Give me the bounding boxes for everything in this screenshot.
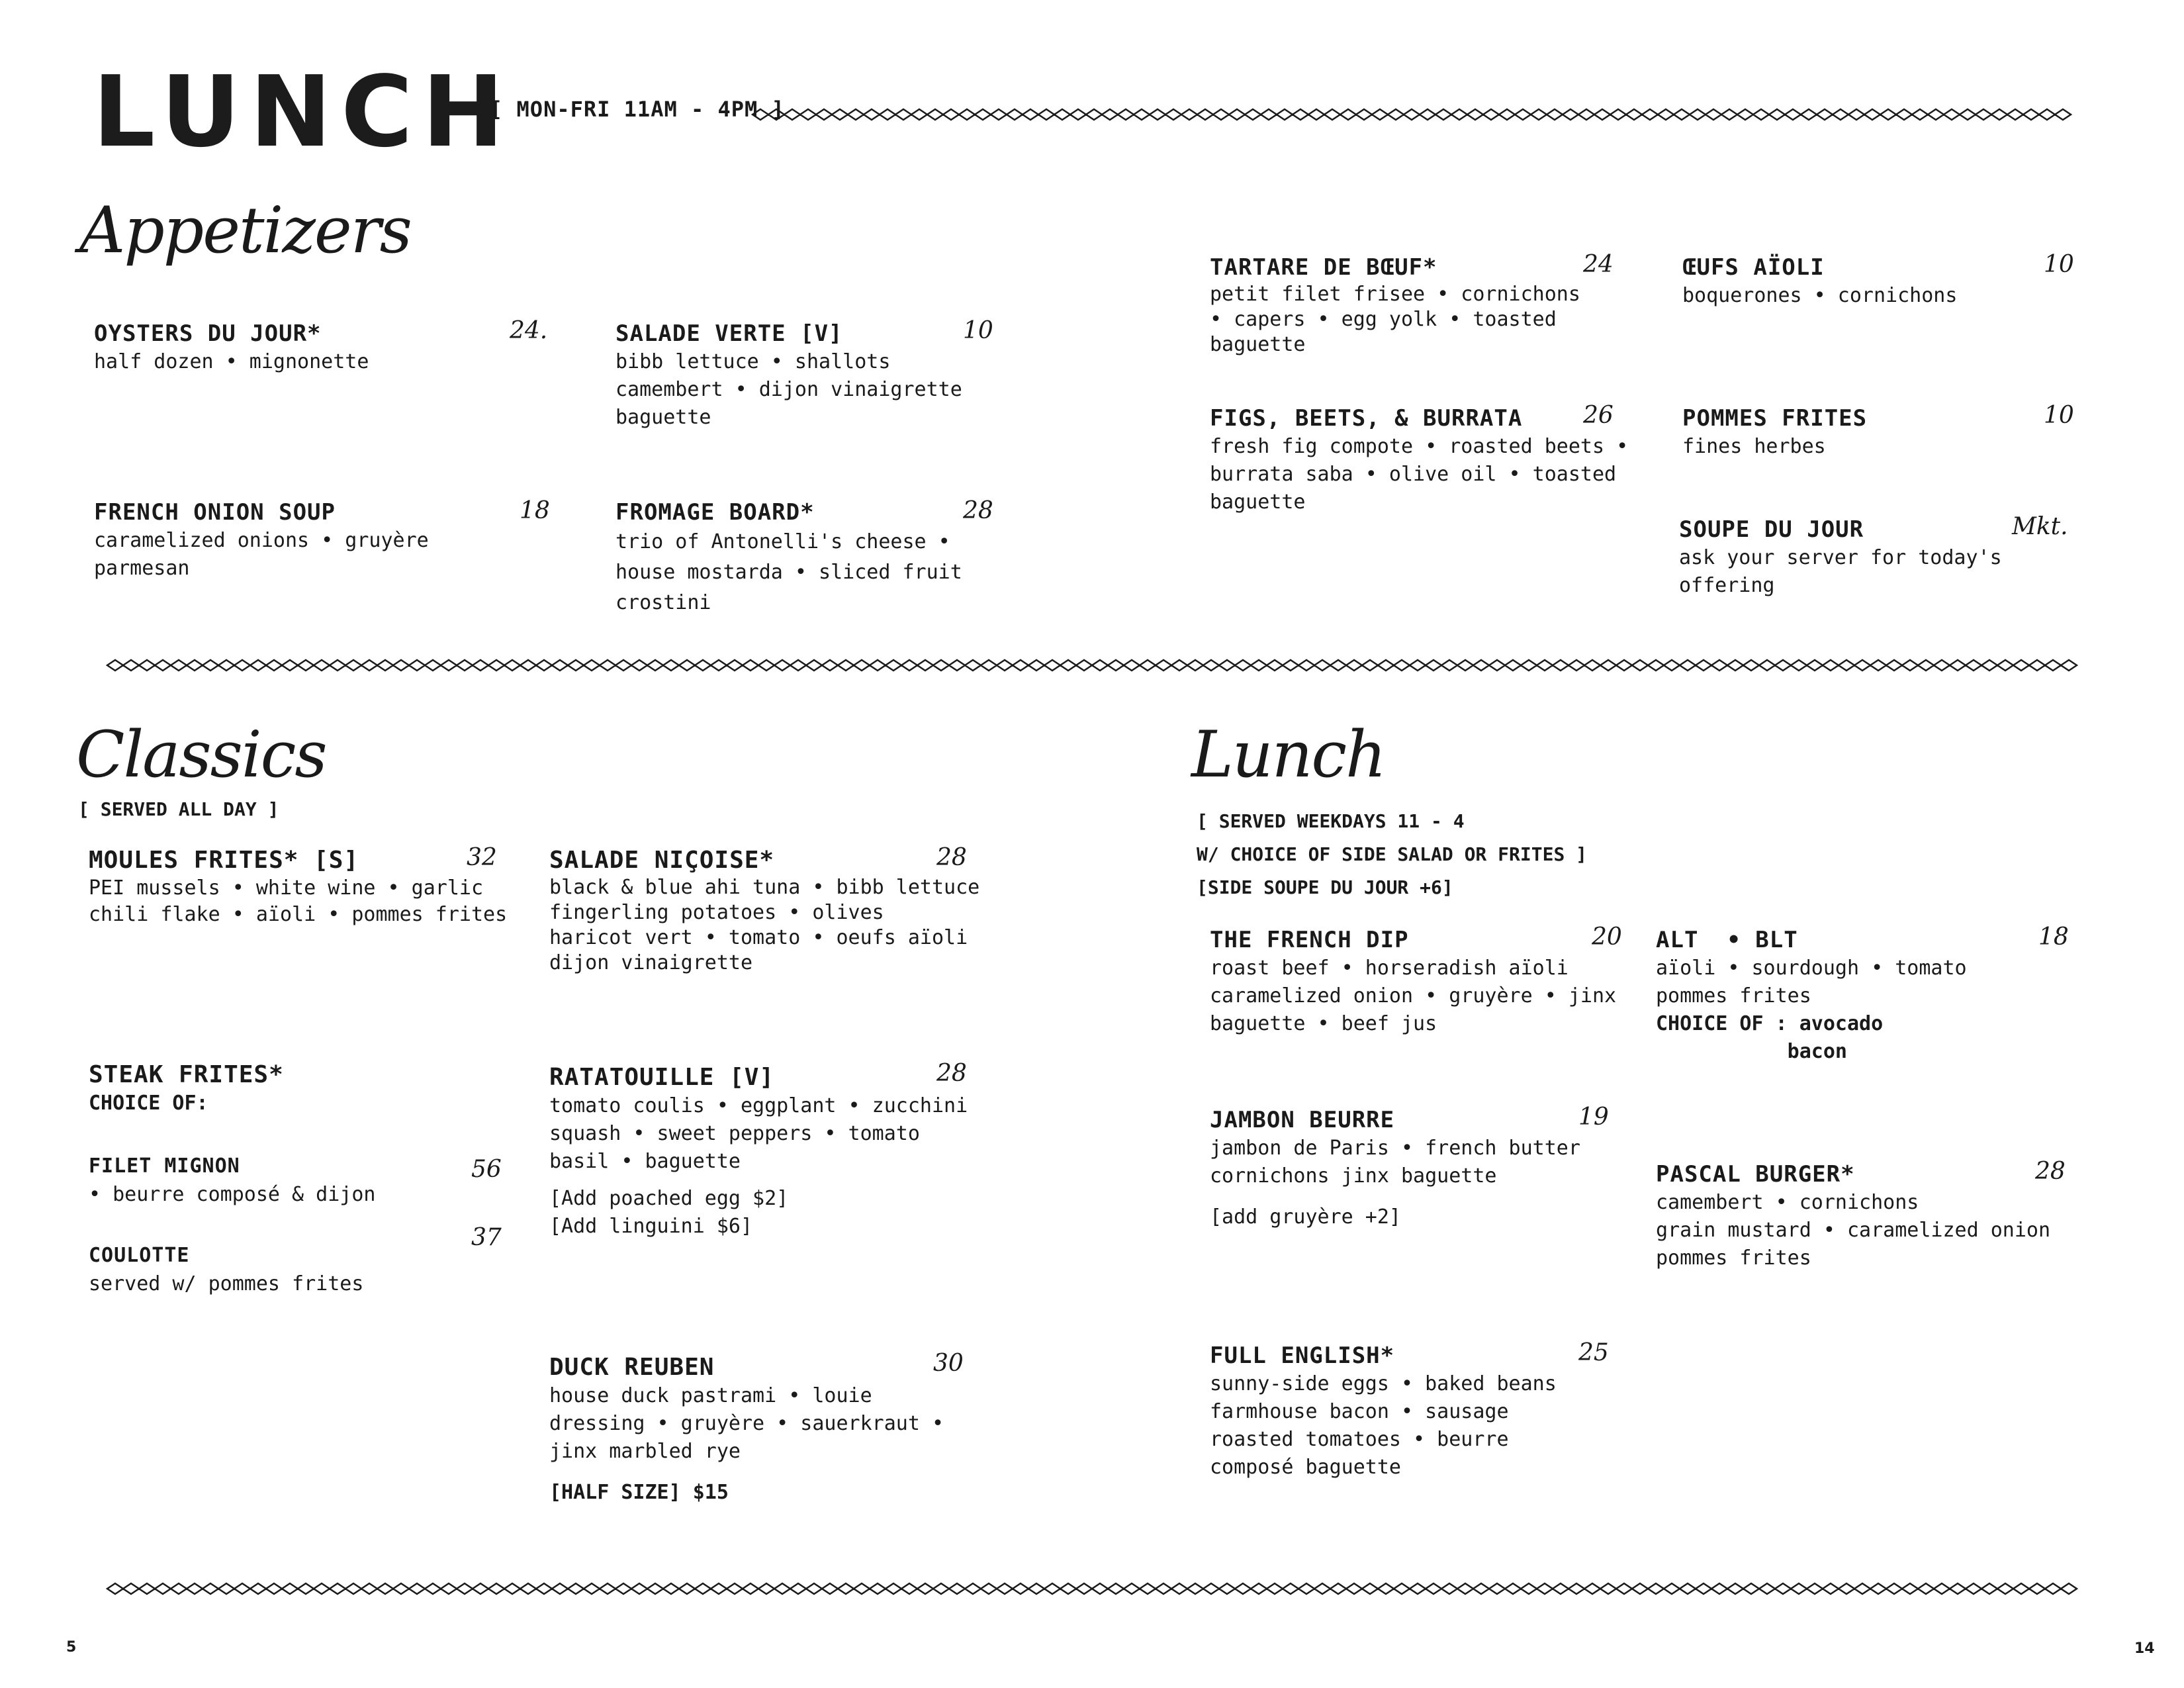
diamond-chain [107,1583,2077,1594]
diamond-chain [752,109,2071,120]
item-desc: trio of Antonelli's cheese • [615,530,950,553]
item-desc: squash • sweet peppers • tomato [549,1122,920,1145]
menu-item [1210,1341,1557,1481]
item-name: PASCAL BURGER* [1656,1161,1855,1188]
item-price: 25 [1578,1339,1609,1366]
item-desc: farmhouse bacon • sausage [1210,1400,1509,1423]
item-desc: fines herbes [1682,435,1826,458]
menu-item [615,498,962,618]
menu-item [94,498,429,583]
item-desc: PEI mussels • white wine • garlic [89,876,484,900]
item-price: Mkt. [2012,513,2068,540]
item-name: SOUPE DU JOUR [1679,516,1864,543]
classics-note: [ SERVED ALL DAY ] [78,798,279,820]
item-desc: dressing • gruyère • sauerkraut • [549,1412,944,1435]
item-desc: composé baguette [1210,1456,1401,1479]
item-desc: pommes frites [1656,984,1811,1008]
menu-item [1679,515,2002,600]
menu-item [94,319,369,376]
hours-note: [ MON-FRI 11AM - 4PM ] [490,97,785,122]
item-desc: CHOICE OF : avocado [1656,1012,1884,1035]
item-price: 28 [936,1060,967,1087]
item-price: 18 [2038,923,2069,951]
classics-title: Classics [76,718,326,792]
item-desc: parmesan [94,557,190,580]
item-desc: baguette • beef jus [1210,1012,1437,1035]
lunch-note: [ SERVED WEEKDAYS 11 - 4 [1197,810,1465,832]
divider-middle [106,655,2078,675]
appetizers-title: Appetizers [79,193,411,267]
item-price: 10 [963,317,993,344]
item-desc: black & blue ahi tuna • bibb lettuce [549,876,980,899]
item-addon: [add gruyère +2] [1210,1205,1401,1229]
item-desc: • capers • egg yolk • toasted [1210,308,1557,331]
menu-item [1210,253,1580,357]
item-name: STEAK FRITES* [89,1061,284,1088]
item-name: MOULES FRITES* [S] [89,847,359,874]
item-desc: baguette [615,406,711,429]
item-name: DUCK REUBEN [549,1354,715,1381]
item-desc: house duck pastrami • louie [549,1384,872,1407]
item-name: POMMES FRITES [1682,405,1868,432]
item-name: FULL ENGLISH* [1210,1342,1395,1369]
item-desc: pommes frites [1656,1246,1811,1270]
item-desc: jambon de Paris • french butter [1210,1137,1580,1160]
item-price: 32 [467,844,497,871]
divider-bottom [106,1579,2078,1599]
item-price: 28 [963,497,993,524]
item-desc: roasted tomatoes • beurre [1210,1428,1509,1451]
item-name: FROMAGE BOARD* [615,499,815,526]
item-addon: [HALF SIZE] $15 [549,1481,729,1504]
menu-title: LUNCH [93,55,514,169]
lunch-note: [SIDE SOUPE DU JOUR +6] [1197,876,1453,898]
item-desc: burrata saba • olive oil • toasted [1210,463,1617,486]
item-desc: camembert • cornichons [1656,1191,1919,1214]
menu-item [549,1063,968,1241]
item-desc: • beurre composé & dijon [89,1183,376,1206]
menu-item [89,1152,375,1209]
item-desc: chili flake • aïoli • pommes frites [89,903,508,926]
menu-item [89,846,507,928]
menu-item [615,319,962,432]
item-name: SALADE VERTE [V] [615,320,843,347]
menu-item [549,846,979,976]
item-name: COULOTTE [89,1244,190,1267]
item-price: 19 [1578,1103,1609,1131]
item-price: 10 [2044,402,2074,429]
item-desc: tomato coulis • eggplant • zucchini [549,1094,968,1117]
item-price: 10 [2044,251,2074,278]
item-desc: crostini [615,591,711,614]
menu-item [1210,404,1628,516]
item-name: OYSTERS DU JOUR* [94,320,322,347]
item-desc: sunny-side eggs • baked beans [1210,1372,1557,1395]
item-desc: CHOICE OF: [89,1092,208,1115]
item-desc: served w/ pommes frites [89,1272,364,1295]
item-name: FRENCH ONION SOUP [94,499,336,526]
menu-item [1210,1105,1580,1231]
item-desc: bacon [1656,1040,1847,1063]
item-desc: petit filet frisee • cornichons [1210,283,1580,306]
item-name: ALT • BLT [1656,927,1798,953]
item-price: 30 [933,1350,964,1377]
item-name: TARTARE DE BŒUF* [1210,254,1437,281]
lunch-note: W/ CHOICE OF SIDE SALAD OR FRITES ] [1197,843,1588,865]
menu-item [1682,404,1867,461]
item-desc: bibb lettuce • shallots [615,350,891,373]
item-price: 56 [471,1156,502,1183]
menu-item [1656,1160,2050,1272]
item-desc: caramelized onions • gruyère [94,529,429,552]
item-desc: jinx marbled rye [549,1440,741,1463]
item-name: SALADE NIÇOISE* [549,847,775,874]
item-name: RATATOUILLE [V] [549,1064,775,1091]
item-price: 20 [1592,923,1622,951]
menu-item [1210,925,1616,1038]
item-desc: ask your server for today's [1679,546,2002,569]
item-name: THE FRENCH DIP [1210,927,1409,953]
item-desc: baguette [1210,491,1306,514]
item-price: 26 [1583,402,1614,429]
item-desc: camembert • dijon vinaigrette [615,378,962,401]
item-desc: fingerling potatoes • olives [549,901,884,924]
diamond-chain [107,660,2077,671]
item-name: ŒUFS AÏOLI [1682,254,1825,281]
item-desc: roast beef • horseradish aïoli [1210,957,1569,980]
item-price: 24 [1583,251,1614,278]
item-price: 28 [936,844,967,871]
page-number-right: 14 [2134,1640,2155,1657]
item-desc: fresh fig compote • roasted beets • [1210,435,1629,458]
item-price: 28 [2035,1158,2066,1185]
item-name: FILET MIGNON [89,1154,240,1178]
item-desc: baguette [1210,333,1306,356]
divider-top [751,105,2078,124]
menu-item [1682,253,1957,310]
item-desc: cornichons jinx baguette [1210,1164,1497,1188]
item-desc: half dozen • mignonette [94,350,369,373]
item-price: 24. [510,317,548,344]
menu-item [549,1353,944,1507]
page-number-left: 5 [66,1639,77,1656]
item-desc: basil • baguette [549,1150,741,1173]
item-desc: dijon vinaigrette [549,951,753,974]
item-addon: [Add poached egg $2] [549,1187,789,1210]
item-desc: grain mustard • caramelized onion [1656,1219,2051,1242]
item-desc: boquerones • cornichons [1682,284,1958,307]
item-desc: aïoli • sourdough • tomato [1656,957,1967,980]
item-price: 18 [520,497,550,524]
menu-item [1656,925,1967,1066]
item-name: FIGS, BEETS, & BURRATA [1210,405,1523,432]
item-desc: caramelized onion • gruyère • jinx [1210,984,1617,1008]
item-price: 37 [471,1224,502,1251]
item-desc: house mostarda • sliced fruit [615,561,962,584]
menu-item [89,1241,363,1298]
item-desc: offering [1679,574,1775,597]
menu-item [89,1060,284,1117]
item-name: JAMBON BEURRE [1210,1107,1395,1133]
item-desc: haricot vert • tomato • oeufs aïoli [549,926,968,949]
item-addon: [Add linguini $6] [549,1215,753,1238]
lunch-title: Lunch [1191,718,1385,792]
